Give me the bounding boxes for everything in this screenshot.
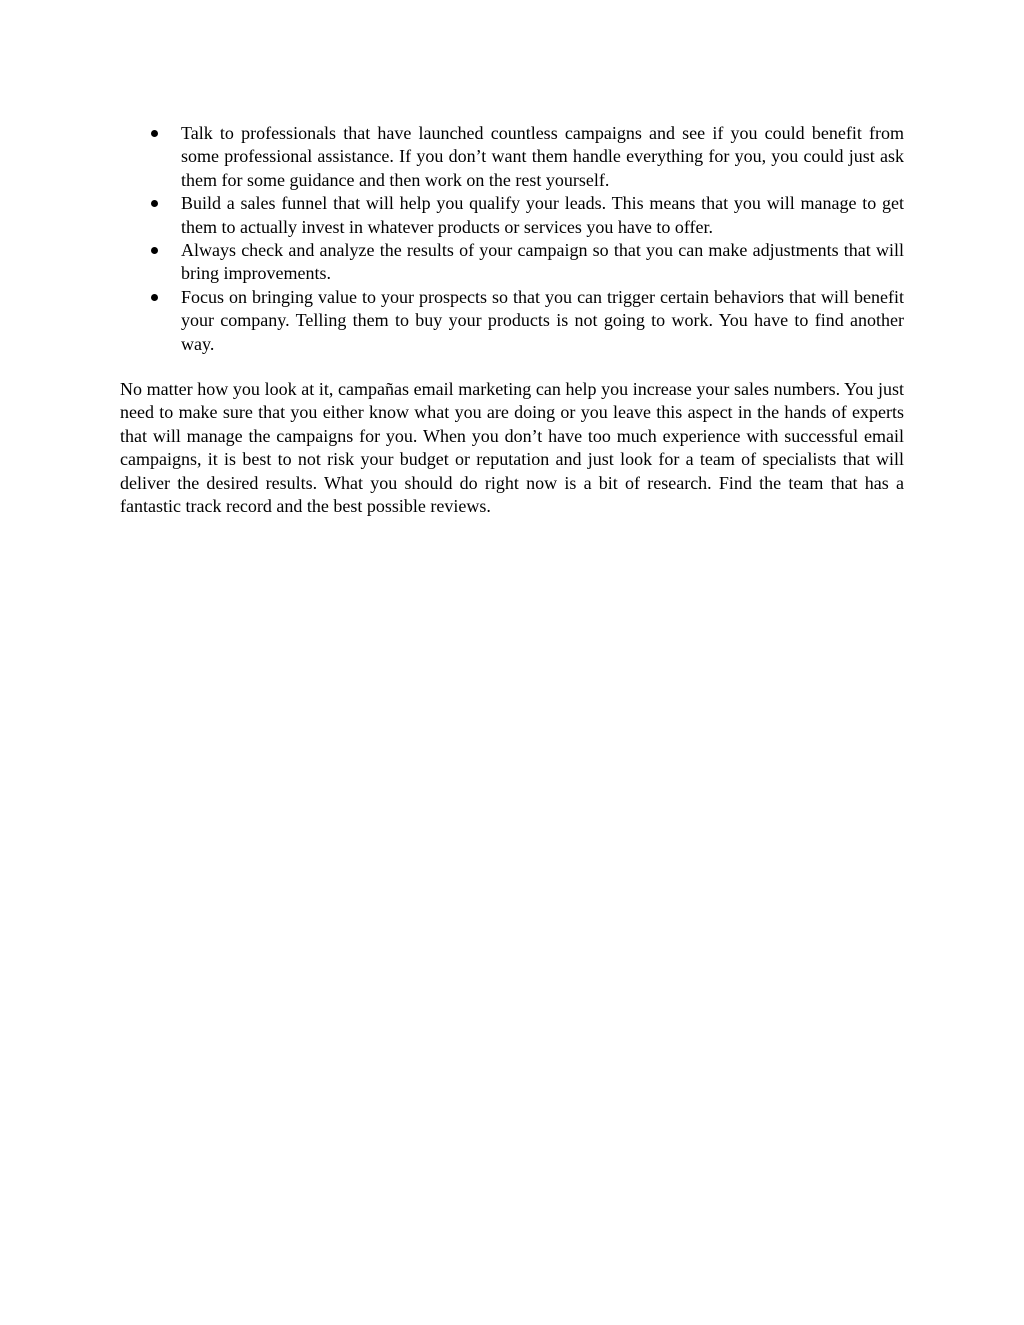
bullet-icon: [151, 200, 158, 207]
bullet-text: Talk to professionals that have launched countless campaigns and see if you could benefit from some professional assistance. If you don’t want them handle everything for you, you could just ask them for some guidance and then work on the rest yourself.: [181, 123, 904, 190]
bullet-icon: [151, 130, 158, 137]
bullet-list: [120, 122, 904, 356]
closing-paragraph: No matter how you look at it, campañas email marketing can help you increase your sales numbers. You just need to make sure that you either know what you are doing or you leave this aspect in the hands of experts that will manage the campaigns for you. When you don’t have too much experience with successful email campaigns, it is best to not risk your budget or reputation and just look for a team of specialists that will deliver the desired results. What you should do right now is a bit of research. Find the team that has a fantastic track record and the best possible reviews.: [120, 379, 904, 517]
bullet-icon: [151, 294, 158, 301]
bullet-text: Focus on bringing value to your prospects so that you can trigger certain behaviors that will benefit your company. Telling them to buy your products is not going to work. You have to find another way.: [181, 286, 904, 354]
bullet-item: [120, 239, 904, 286]
bullet-icon: [151, 247, 158, 254]
bullet-text: Always check and analyze the results of your campaign so that you can make adjustments that will bring improvements.: [181, 240, 904, 284]
bullet-item: [120, 286, 904, 356]
bullet-item: [120, 192, 904, 239]
document-body: [120, 122, 904, 519]
bullet-item: [120, 122, 904, 192]
bullet-text: Build a sales funnel that will help you qualify your leads. This means that you will manage to get them to actually invest in whatever products or services you have to offer.: [181, 193, 904, 237]
